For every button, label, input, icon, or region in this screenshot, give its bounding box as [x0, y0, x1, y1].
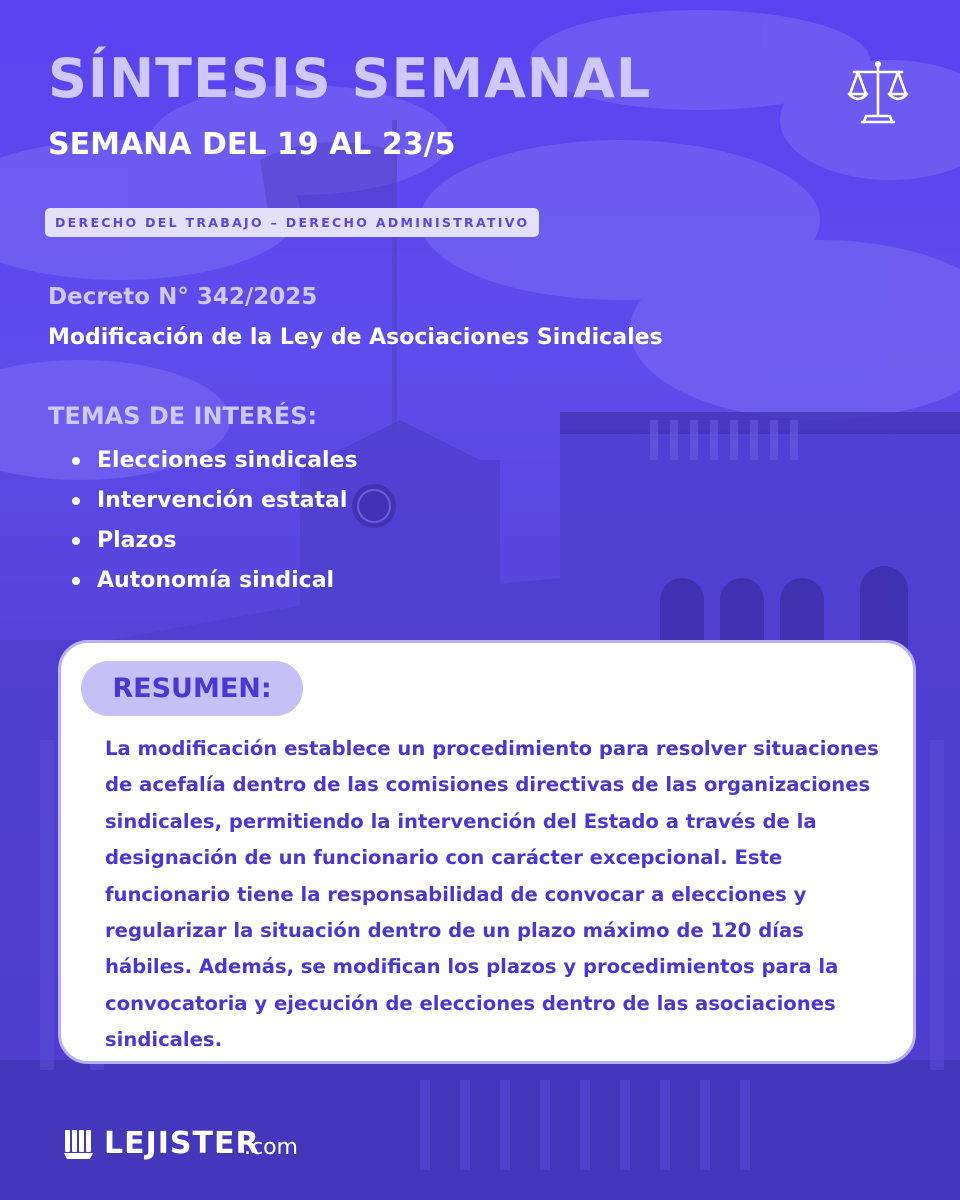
scales-of-justice-icon — [846, 58, 910, 124]
summary-text: La modificación establece un procedimiento para resolver situaciones de acefalía dentro de las comisiones directivas de las organizaciones sindicales, permitiendo la intervención del Estado a través de la designación de un funcionario con carácter excepcional. Este funcionario tiene la responsabilidad de convocar a elecciones y regularizar la situación dentro de un plazo máximo de 120 días hábiles. Además, se modifican los plazos y procedimientos para la convocatoria y ejecución de elecciones dentro de las asociaciones sindicales. — [105, 737, 879, 1052]
topics-heading: TEMAS DE INTERÉS: — [48, 402, 318, 430]
summary-card — [58, 640, 916, 1064]
brand-domain: .com — [244, 1135, 298, 1160]
decree-number: Decreto N° 342/2025 — [48, 284, 318, 310]
topics-list — [70, 442, 358, 602]
category-badge: DERECHO DEL TRABAJO – DERECHO ADMINISTRATIVO — [45, 208, 539, 237]
page-title: SÍNTESIS SEMANAL — [48, 47, 652, 110]
week-subtitle: SEMANA DEL 19 AL 23/5 — [48, 127, 456, 162]
lejister-logo-icon — [62, 1126, 98, 1162]
list-item: Elecciones sindicales — [70, 442, 358, 482]
decree-title: Modificación de la Ley de Asociaciones Sindicales — [48, 325, 663, 350]
list-item: Plazos — [70, 522, 358, 562]
list-item: Intervención estatal — [70, 482, 358, 522]
list-item: Autonomía sindical — [70, 562, 358, 602]
summary-label: RESUMEN: — [81, 661, 303, 716]
brand-name: LEJISTER — [104, 1126, 260, 1161]
